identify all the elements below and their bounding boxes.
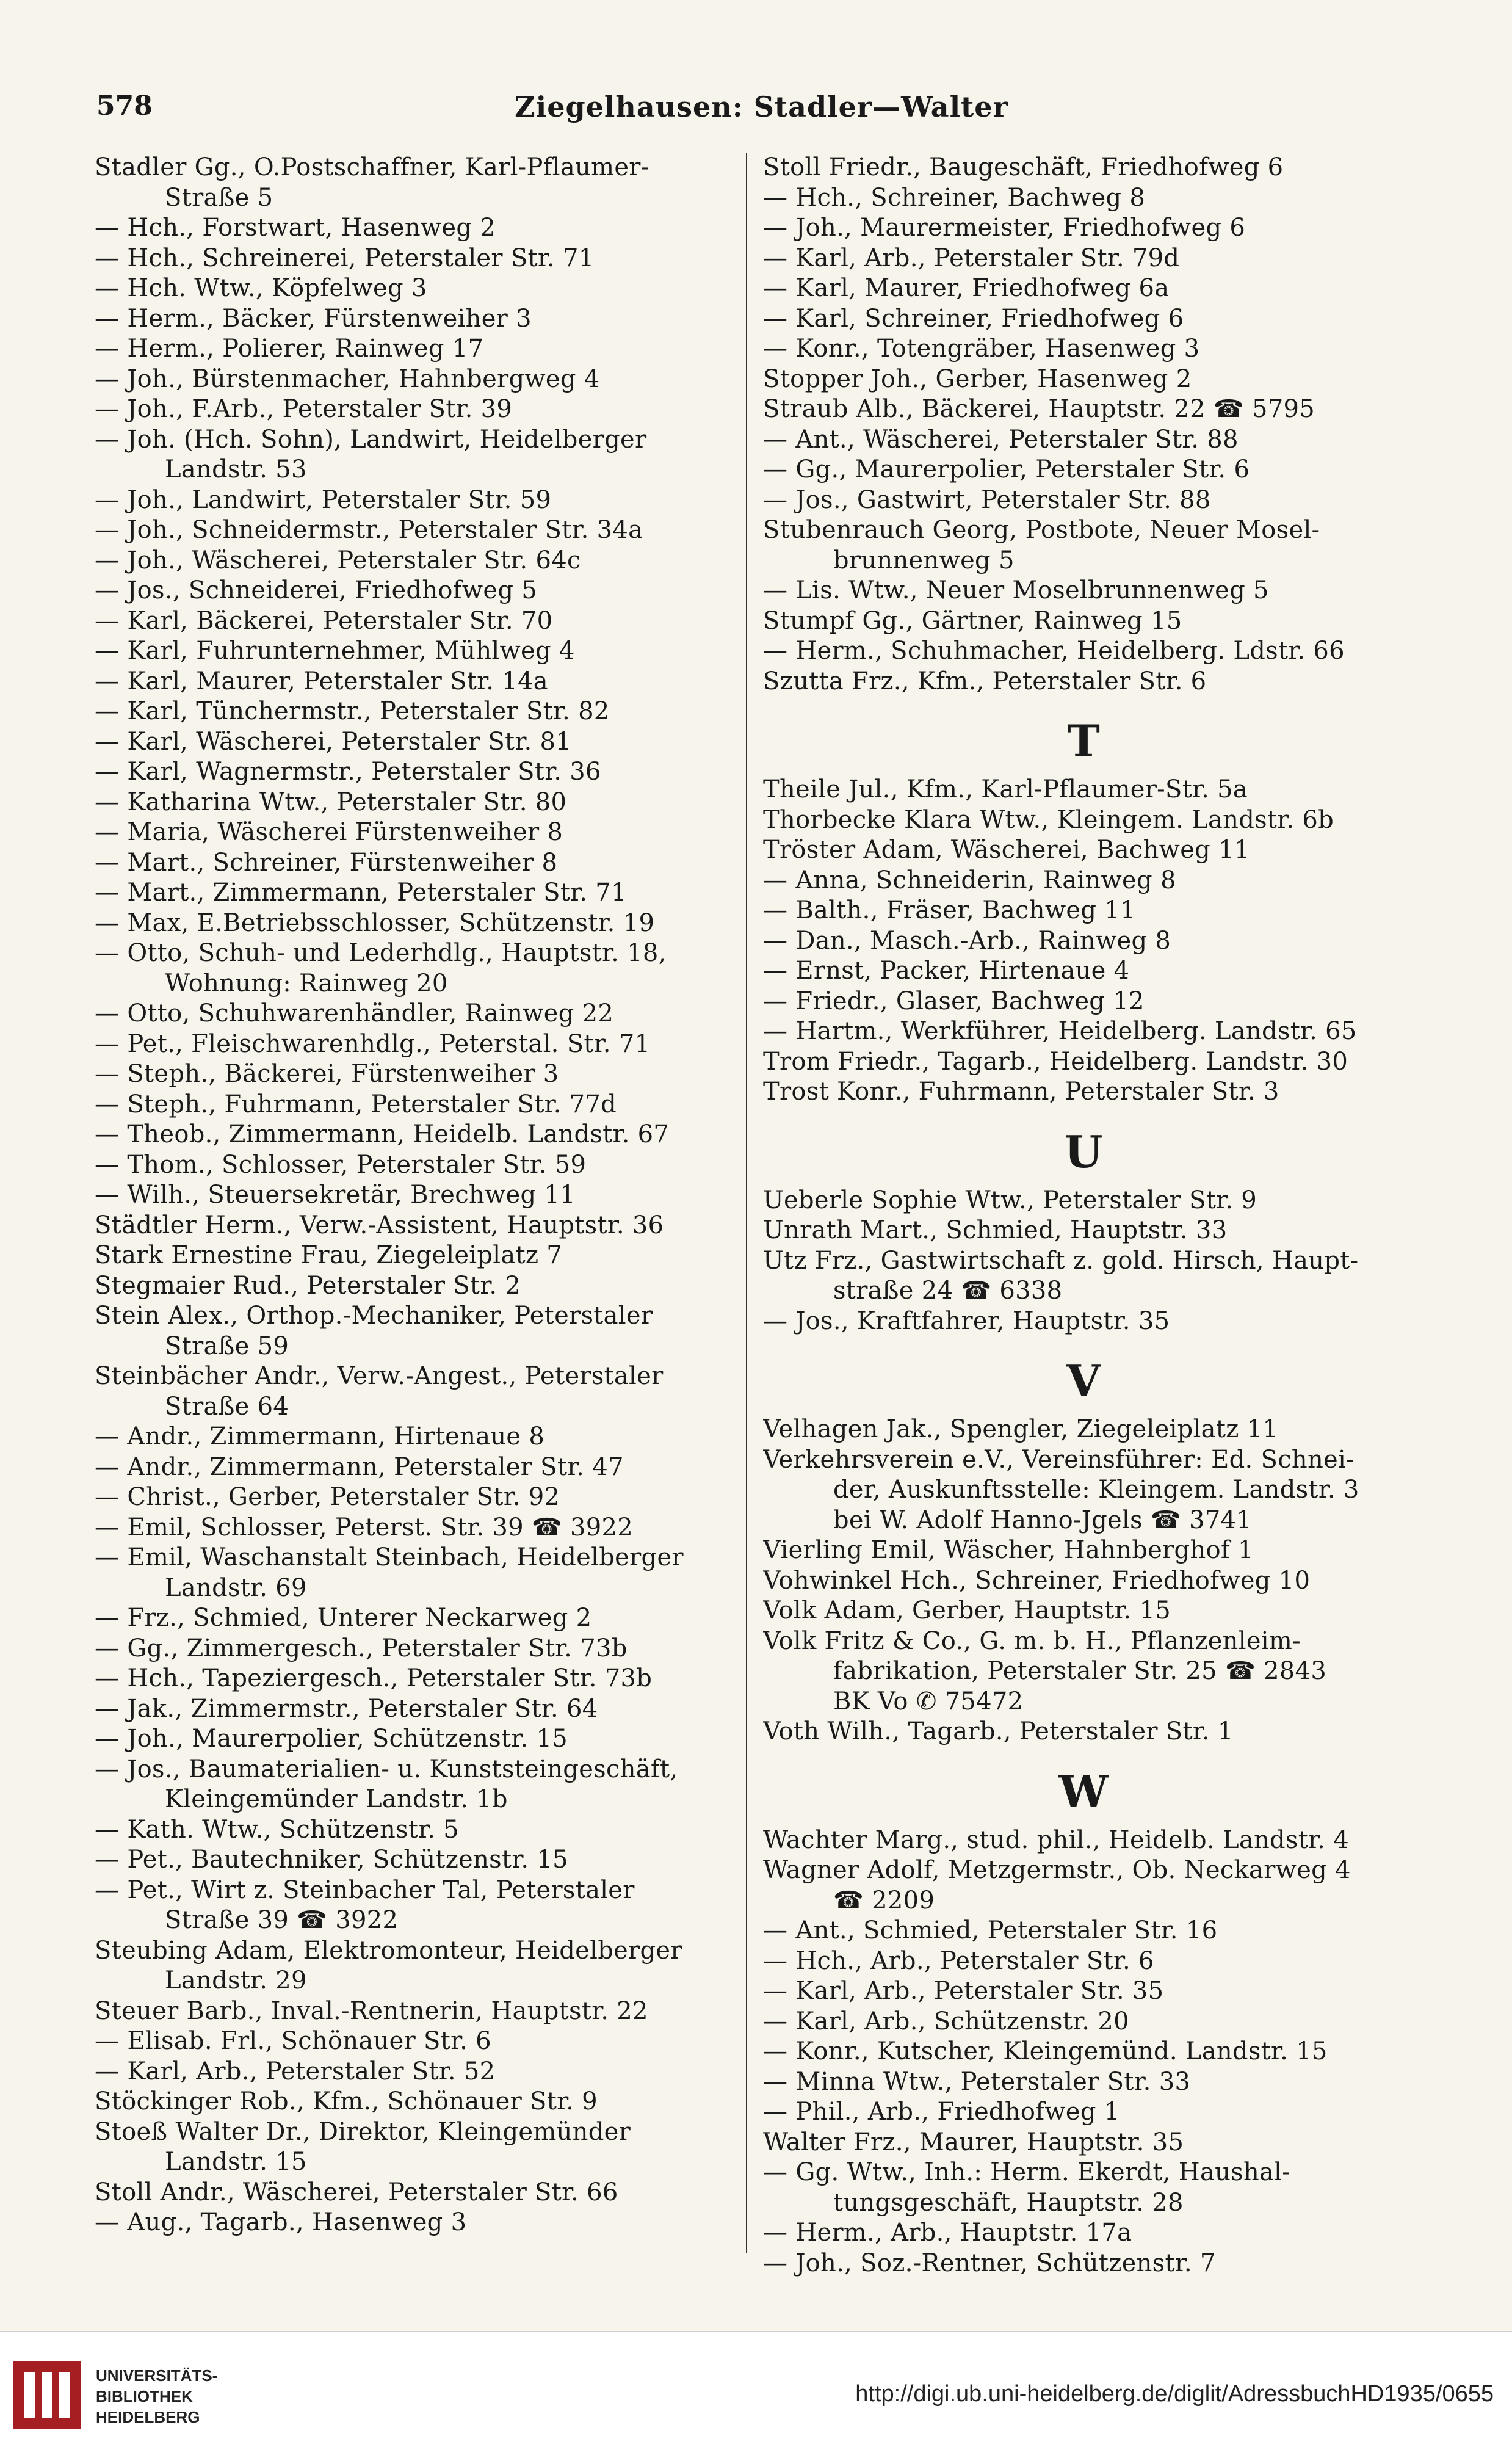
directory-entry: Stadler Gg., O.Postschaffner, Karl-Pflaumer- [95, 153, 649, 181]
directory-entry: Steuer Barb., Inval.-Rentnerin, Hauptstr. 22 [95, 1996, 648, 2025]
directory-entry: Vohwinkel Hch., Schreiner, Friedhofweg 10 [763, 1566, 1311, 1595]
directory-entry: Voth Wilh., Tagarb., Peterstaler Str. 1 [763, 1717, 1234, 1745]
directory-entry: Volk Adam, Gerber, Hauptstr. 15 [763, 1597, 1171, 1625]
directory-entry: — Steph., Bäckerei, Fürstenweiher 3 [95, 1060, 559, 1088]
directory-entry: — Joh. (Hch. Sohn), Landwirt, Heidelberger [95, 425, 647, 454]
directory-entry: — Karl, Bäckerei, Peterstaler Str. 70 [95, 606, 553, 635]
logo-line: UNIVERSITÄTS- [96, 2366, 218, 2385]
directory-entry: Steubing Adam, Elektromonteur, Heidelberger [95, 1936, 682, 1965]
directory-entry: — Friedr., Glaser, Bachweg 12 [763, 987, 1145, 1015]
directory-entry: — Herm., Bäcker, Fürstenweiher 3 [95, 304, 532, 333]
left-column [95, 153, 729, 2238]
directory-entry: — Konr., Totengräber, Hasenweg 3 [763, 335, 1200, 363]
directory-entry: Stubenrauch Georg, Postbote, Neuer Mosel- [763, 516, 1320, 544]
directory-entry: Straub Alb., Bäckerei, Hauptstr. 22 ☎ 5795 [763, 395, 1315, 423]
directory-entry: — Hch., Tapeziergesch., Peterstaler Str. 73b [95, 1664, 653, 1692]
directory-entry: Thorbecke Klara Wtw., Kleingem. Landstr. 6b [763, 805, 1334, 834]
entry-continuation-line: Landstr. 15 [165, 2148, 307, 2176]
directory-entry: — Emil, Waschanstalt Steinbach, Heidelberger [95, 1543, 684, 1571]
directory-entry: — Joh., Landwirt, Peterstaler Str. 59 [95, 485, 552, 514]
directory-entry: Verkehrsverein e.V., Vereinsführer: Ed. Schnei- [763, 1445, 1355, 1474]
section-letter-heading: V [1066, 1355, 1101, 1407]
directory-entry: — Jos., Gastwirt, Peterstaler Str. 88 [763, 485, 1211, 514]
directory-entry: — Karl, Fuhrunternehmer, Mühlweg 4 [95, 637, 575, 665]
directory-entry: Velhagen Jak., Spengler, Ziegeleiplatz 11 [763, 1415, 1279, 1443]
directory-entry: — Hch., Forstwart, Hasenweg 2 [95, 214, 496, 242]
directory-entry: — Theob., Zimmermann, Heidelb. Landstr. 67 [95, 1120, 670, 1148]
directory-entry: Stöckinger Rob., Kfm., Schönauer Str. 9 [95, 2087, 598, 2115]
directory-entry: — Karl, Arb., Peterstaler Str. 52 [95, 2057, 496, 2086]
directory-entry: — Hch. Wtw., Köpfelweg 3 [95, 274, 427, 302]
directory-entry: — Max, E.Betriebsschlosser, Schützenstr. 19 [95, 908, 655, 937]
directory-entry: — Christ., Gerber, Peterstaler Str. 92 [95, 1483, 560, 1511]
directory-entry: Trom Friedr., Tagarb., Heidelberg. Landstr. 30 [763, 1047, 1348, 1076]
directory-entry: — Hch., Arb., Peterstaler Str. 6 [763, 1946, 1154, 1975]
directory-entry: — Wilh., Steuersekretär, Brechweg 11 [95, 1181, 576, 1209]
entry-continuation-line: straße 24 ☎ 6338 [833, 1277, 1063, 1305]
directory-entry: — Hartm., Werkführer, Heidelberg. Landstr. 65 [763, 1017, 1357, 1045]
directory-entry: Walter Frz., Maurer, Hauptstr. 35 [763, 2128, 1184, 2156]
source-url-link[interactable]: http://digi.ub.uni-heidelberg.de/diglit/AdressbuchHD1935/0655 [855, 2381, 1494, 2407]
directory-entry: — Herm., Schuhmacher, Heidelberg. Ldstr. 66 [763, 637, 1345, 665]
directory-entry: — Jak., Zimmermstr., Peterstaler Str. 64 [95, 1694, 598, 1723]
directory-entry: — Karl, Wagnermstr., Peterstaler Str. 36 [95, 758, 601, 786]
section-letter-heading: U [1064, 1125, 1103, 1178]
directory-entry: — Herm., Polierer, Rainweg 17 [95, 335, 484, 363]
directory-entry: Wagner Adolf, Metzgermstr., Ob. Neckarweg 4 [763, 1856, 1351, 1884]
directory-entry: — Katharina Wtw., Peterstaler Str. 80 [95, 788, 567, 816]
directory-entry: Stoll Friedr., Baugeschäft, Friedhofweg 6 [763, 153, 1284, 181]
directory-entry: — Karl, Arb., Peterstaler Str. 79d [763, 244, 1180, 272]
directory-entry: — Emil, Schlosser, Peterst. Str. 39 ☎ 3922 [95, 1513, 634, 1542]
entry-continuation-line: Kleingemünder Landstr. 1b [165, 1785, 508, 1813]
running-head: Ziegelhausen: Stadler—Walter [515, 90, 1008, 123]
directory-entry: — Phil., Arb., Friedhofweg 1 [763, 2098, 1120, 2126]
entry-continuation-line: fabrikation, Peterstaler Str. 25 ☎ 2843 [833, 1657, 1327, 1685]
directory-entry: — Kath. Wtw., Schützenstr. 5 [95, 1815, 460, 1844]
directory-entry: — Karl, Wäscherei, Peterstaler Str. 81 [95, 727, 571, 756]
directory-entry: Theile Jul., Kfm., Karl-Pflaumer-Str. 5a [763, 775, 1248, 803]
entry-continuation-line: Straße 5 [165, 183, 273, 212]
directory-entry: — Anna, Schneiderin, Rainweg 8 [763, 866, 1176, 894]
directory-entry: Utz Frz., Gastwirtschaft z. gold. Hirsch, Haupt- [763, 1246, 1359, 1275]
directory-entry: — Jos., Schneiderei, Friedhofweg 5 [95, 576, 538, 604]
directory-entry: Vierling Emil, Wäscher, Hahnberghof 1 [763, 1536, 1254, 1564]
directory-entry: — Pet., Fleischwarenhdlg., Peterstal. Str. 71 [95, 1029, 651, 1058]
entry-continuation-line: bei W. Adolf Hanno-Jgels ☎ 3741 [833, 1506, 1253, 1534]
right-column [763, 153, 1404, 2278]
directory-entry: Trost Konr., Fuhrmann, Peterstaler Str. 3 [763, 1078, 1279, 1106]
directory-entry: — Dan., Masch.-Arb., Rainweg 8 [763, 926, 1171, 955]
directory-entry: — Pet., Bautechniker, Schützenstr. 15 [95, 1846, 568, 1874]
page-header [96, 85, 1427, 134]
entry-continuation-line: tungsgeschäft, Hauptstr. 28 [833, 2188, 1184, 2217]
directory-entry: Volk Fritz & Co., G. m. b. H., Pflanzenleim- [763, 1626, 1301, 1655]
directory-entry: — Pet., Wirt z. Steinbacher Tal, Peterstaler [95, 1876, 635, 1904]
directory-entry: — Mart., Schreiner, Fürstenweiher 8 [95, 848, 558, 877]
directory-entry: Unrath Mart., Schmied, Hauptstr. 33 [763, 1216, 1228, 1244]
directory-entry: Tröster Adam, Wäscherei, Bachweg 11 [763, 836, 1250, 864]
directory-entry: — Jos., Baumaterialien- u. Kunststeingeschäft, [95, 1755, 678, 1783]
entry-continuation-line: Straße 59 [165, 1332, 289, 1360]
entry-continuation-line: Landstr. 69 [165, 1573, 307, 1602]
directory-entry: — Joh., F.Arb., Peterstaler Str. 39 [95, 395, 513, 423]
directory-entry: Szutta Frz., Kfm., Peterstaler Str. 6 [763, 667, 1207, 695]
section-letter-heading: W [1058, 1765, 1109, 1818]
directory-entry: Stoll Andr., Wäscherei, Peterstaler Str. 66 [95, 2178, 618, 2206]
directory-entry: — Ernst, Packer, Hirtenaue 4 [763, 957, 1130, 985]
directory-entry: — Herm., Arb., Hauptstr. 17a [763, 2219, 1132, 2247]
directory-entry: Stein Alex., Orthop.-Mechaniker, Peterstaler [95, 1302, 653, 1330]
directory-entry: — Karl, Tünchermstr., Peterstaler Str. 82 [95, 697, 610, 725]
entry-continuation-line: Wohnung: Rainweg 20 [165, 969, 448, 998]
directory-entry: — Lis. Wtw., Neuer Moselbrunnenweg 5 [763, 576, 1269, 604]
entry-continuation-line: Straße 39 ☎ 3922 [165, 1906, 399, 1934]
directory-entry: — Gg., Zimmergesch., Peterstaler Str. 73b [95, 1634, 628, 1662]
directory-entry: — Karl, Maurer, Peterstaler Str. 14a [95, 667, 548, 695]
directory-entry: — Aug., Tagarb., Hasenweg 3 [95, 2208, 467, 2236]
library-logo-icon [13, 2361, 81, 2429]
directory-entry: Steinbächer Andr., Verw.-Angest., Peterstaler [95, 1362, 664, 1390]
directory-entry: Stoeß Walter Dr., Direktor, Kleingemünder [95, 2117, 631, 2146]
entry-continuation-line: brunnenweg 5 [833, 546, 1015, 574]
directory-entry: — Konr., Kutscher, Kleingemünd. Landstr. 15 [763, 2037, 1328, 2065]
directory-entry: — Elisab. Frl., Schönauer Str. 6 [95, 2027, 491, 2055]
section-letter-heading: T [1067, 715, 1100, 767]
column-divider [746, 153, 747, 2253]
directory-entry: — Karl, Arb., Peterstaler Str. 35 [763, 1977, 1164, 2005]
directory-entry: — Andr., Zimmermann, Hirtenaue 8 [95, 1423, 545, 1451]
directory-entry: Stumpf Gg., Gärtner, Rainweg 15 [763, 606, 1182, 635]
directory-entry: — Frz., Schmied, Unterer Neckarweg 2 [95, 1604, 592, 1632]
directory-entry: Stark Ernestine Frau, Ziegeleiplatz 7 [95, 1241, 563, 1269]
footer-bar [0, 2331, 1512, 2461]
directory-entry: — Jos., Kraftfahrer, Hauptstr. 35 [763, 1307, 1170, 1335]
directory-entry: — Mart., Zimmermann, Peterstaler Str. 71 [95, 879, 627, 907]
directory-entry: — Karl, Arb., Schützenstr. 20 [763, 2007, 1129, 2035]
directory-entry: — Joh., Maurermeister, Friedhofweg 6 [763, 214, 1246, 242]
directory-entry: — Joh., Maurerpolier, Schützenstr. 15 [95, 1725, 568, 1753]
directory-entry: — Steph., Fuhrmann, Peterstaler Str. 77d [95, 1090, 617, 1118]
directory-entry: — Joh., Schneidermstr., Peterstaler Str. 34a [95, 516, 643, 544]
logo-line: HEIDELBERG [96, 2408, 200, 2426]
directory-entry: — Ant., Wäscherei, Peterstaler Str. 88 [763, 425, 1239, 454]
directory-entry: — Ant., Schmied, Peterstaler Str. 16 [763, 1916, 1218, 1945]
directory-entry: Ueberle Sophie Wtw., Peterstaler Str. 9 [763, 1186, 1257, 1214]
library-logo[interactable] [13, 2357, 258, 2436]
entry-continuation-line: BK Vo ✆ 75472 [833, 1687, 1024, 1716]
directory-entry: — Karl, Maurer, Friedhofweg 6a [763, 274, 1170, 302]
directory-entry: — Hch., Schreinerei, Peterstaler Str. 71 [95, 244, 595, 272]
directory-entry: — Otto, Schuh- und Lederhdlg., Hauptstr. 18, [95, 939, 667, 967]
directory-entry: Städtler Herm., Verw.-Assistent, Hauptstr. 36 [95, 1211, 664, 1239]
directory-entry: — Maria, Wäscherei Fürstenweiher 8 [95, 818, 563, 846]
entry-continuation-line: Straße 64 [165, 1392, 289, 1421]
directory-entry: — Thom., Schlosser, Peterstaler Str. 59 [95, 1150, 587, 1179]
directory-entry: — Joh., Wäscherei, Peterstaler Str. 64c [95, 546, 581, 574]
directory-entry: — Hch., Schreiner, Bachweg 8 [763, 183, 1146, 212]
directory-entry: — Balth., Fräser, Bachweg 11 [763, 896, 1136, 924]
directory-entry: — Joh., Soz.-Rentner, Schützenstr. 7 [763, 2249, 1216, 2277]
directory-entry: — Gg., Maurerpolier, Peterstaler Str. 6 [763, 455, 1250, 484]
library-logo-text [96, 2365, 217, 2427]
directory-entry: — Otto, Schuhwarenhändler, Rainweg 22 [95, 999, 614, 1028]
entry-continuation-line: der, Auskunftsstelle: Kleingem. Landstr. 3 [833, 1476, 1359, 1504]
logo-line: BIBLIOTHEK [96, 2387, 193, 2405]
entry-continuation-line: Landstr. 53 [165, 455, 307, 484]
directory-entry: — Andr., Zimmermann, Peterstaler Str. 47 [95, 1452, 624, 1481]
directory-entry: — Karl, Schreiner, Friedhofweg 6 [763, 304, 1184, 333]
page-number: 578 [96, 90, 153, 121]
directory-entry: Stopper Joh., Gerber, Hasenweg 2 [763, 364, 1192, 393]
directory-entry: Stegmaier Rud., Peterstaler Str. 2 [95, 1271, 521, 1300]
entry-continuation-line: Landstr. 29 [165, 1966, 307, 1995]
entry-continuation-line: ☎ 2209 [833, 1886, 935, 1915]
directory-entry: — Gg. Wtw., Inh.: Herm. Ekerdt, Haushal- [763, 2158, 1291, 2186]
directory-entry: — Minna Wtw., Peterstaler Str. 33 [763, 2067, 1191, 2096]
directory-entry: Wachter Marg., stud. phil., Heidelb. Landstr. 4 [763, 1825, 1349, 1854]
directory-entry: — Joh., Bürstenmacher, Hahnbergweg 4 [95, 364, 600, 393]
